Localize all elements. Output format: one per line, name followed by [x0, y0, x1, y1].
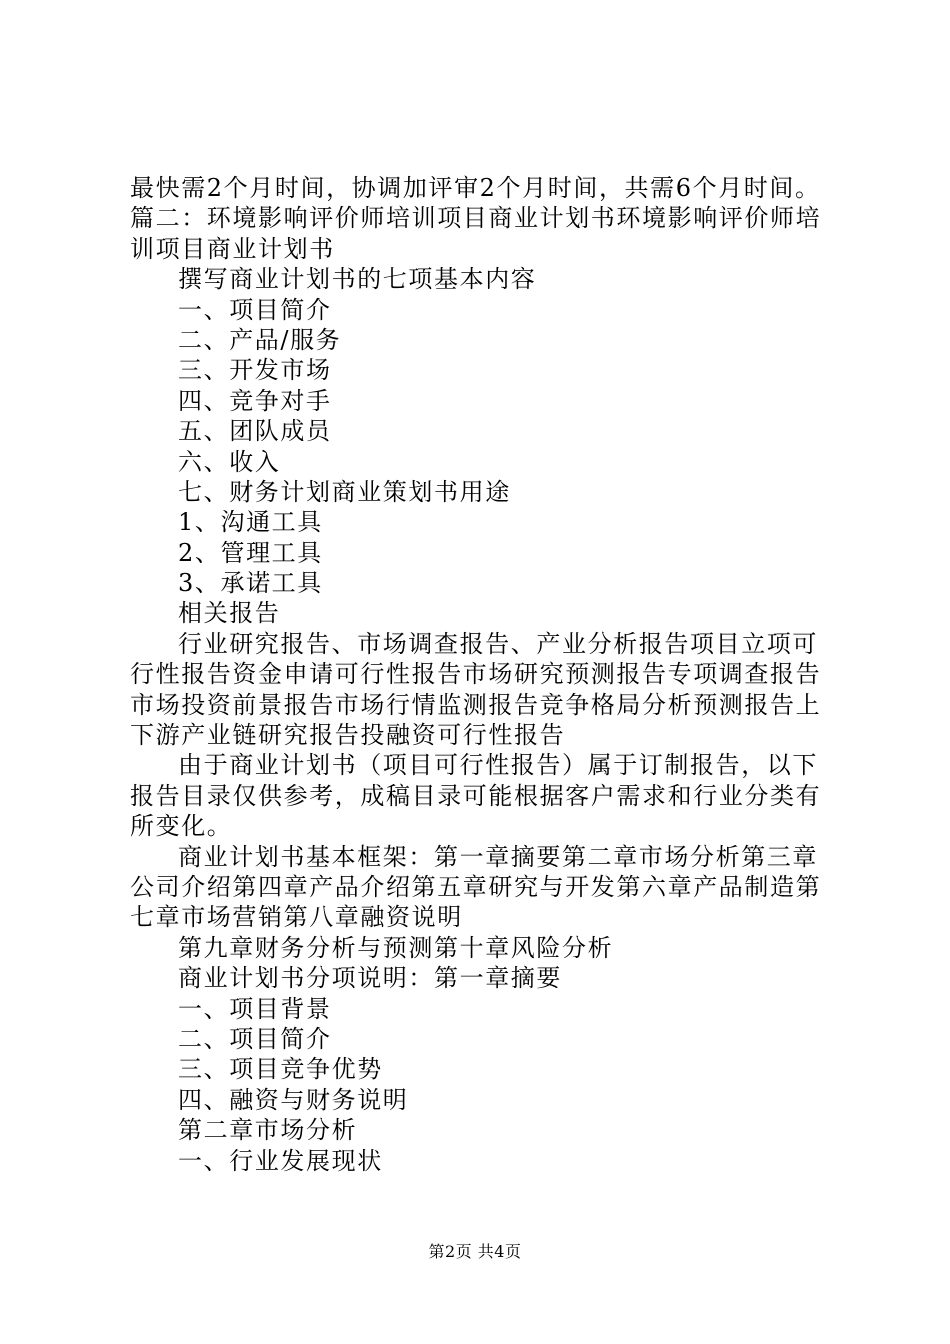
text-line: 商业计划书分项说明：第一章摘要 [178, 964, 562, 993]
text-line: 一、项目简介 [178, 295, 332, 324]
text-line: 六、收入 [178, 447, 281, 476]
text-line: 四、竞争对手 [178, 386, 332, 415]
text-line: 二、产品/服务 [178, 325, 342, 354]
text-line: 公司介绍第四章产品介绍第五章研究与开发第六章产品制造第 [130, 872, 822, 901]
text-line: 2、管理工具 [178, 538, 323, 567]
text-line: 行业研究报告、市场调查报告、产业分析报告项目立项可 [178, 629, 818, 658]
text-line: 行性报告资金申请可行性报告市场研究预测报告专项调查报告 [130, 660, 822, 689]
text-line: 二、项目简介 [178, 1024, 332, 1053]
text-line: 七章市场营销第八章融资说明 [130, 903, 463, 932]
text-line: 四、融资与财务说明 [178, 1085, 409, 1114]
text-line: 篇二：环境影响评价师培训项目商业计划书环境影响评价师培 [130, 204, 822, 233]
text-line: 下游产业链研究报告投融资可行性报告 [130, 721, 566, 750]
text-line: 最快需2个月时间，协调加评审2个月时间，共需6个月时间。 [130, 174, 821, 202]
text-line: 相关报告 [178, 599, 281, 628]
text-line: 撰写商业计划书的七项基本内容 [178, 265, 537, 294]
text-line: 所变化。 [130, 812, 233, 841]
text-line: 一、项目背景 [178, 994, 332, 1023]
text-line: 商业计划书基本框架：第一章摘要第二章市场分析第三章 [178, 842, 818, 871]
text-line: 由于商业计划书（项目可行性报告）属于订制报告，以下 [178, 751, 818, 780]
text-line: 第九章财务分析与预测第十章风险分析 [178, 933, 614, 962]
text-line: 三、项目竞争优势 [178, 1055, 383, 1084]
document-body [130, 173, 835, 1176]
text-line: 五、团队成员 [178, 417, 332, 446]
text-line: 一、行业发展现状 [178, 1146, 383, 1175]
page-number: 第2页 共4页 [428, 1242, 522, 1261]
text-line: 三、开发市场 [178, 356, 332, 385]
text-line: 市场投资前景报告市场行情监测报告竞争格局分析预测报告上 [130, 690, 822, 719]
text-line: 1、沟通工具 [178, 508, 323, 537]
text-line: 七、财务计划商业策划书用途 [178, 477, 511, 506]
text-line: 第二章市场分析 [178, 1116, 358, 1145]
text-line: 3、承诺工具 [178, 569, 323, 598]
text-line: 训项目商业计划书 [130, 234, 335, 263]
text-line: 报告目录仅供参考，成稿目录可能根据客户需求和行业分类有 [130, 781, 822, 810]
